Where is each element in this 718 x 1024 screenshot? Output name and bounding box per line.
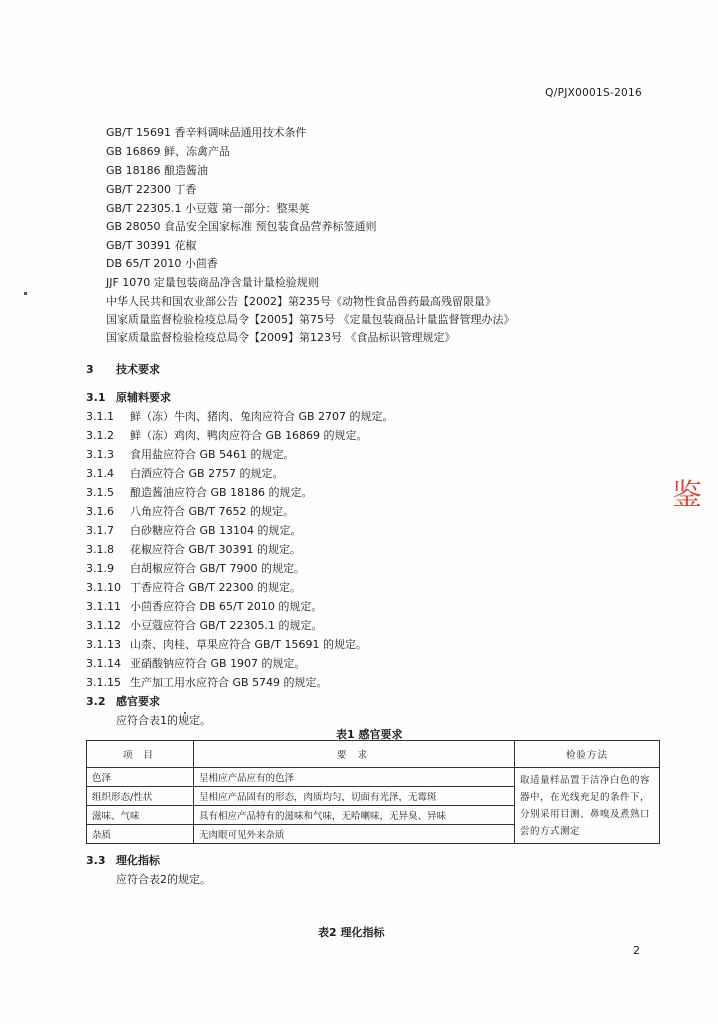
raw-material-requirement [86,484,313,500]
clause-text: 生产加工用水应符合 GB 5749 的规定。 [130,676,328,689]
header-test-method: 检验方法 [515,741,660,768]
section-3-3-heading [86,852,160,868]
clause-number: 3.1.11 [86,600,121,613]
section-number: 3.1 [86,391,106,404]
reference-standard: GB 18186 酿造酱油 [106,164,209,177]
cell-requirement: 具有相应产品特有的滋味和气味，无哈喇味，无异臭、异味 [194,806,515,825]
clause-number: 3.1.12 [86,619,121,632]
section-3-1-heading [86,389,171,405]
clause-text: 酿造酱油应符合 GB 18186 的规定。 [130,486,313,499]
cell-requirement: 无肉眼可见外来杂质 [194,825,515,844]
reference-standard: 国家质量监督检验检疫总局令【2005】第75号 《定量包装商品计量监督管理办法》 [106,313,515,326]
table-header-row [87,741,660,768]
raw-material-requirement [86,617,322,633]
header-item: 项 目 [87,741,194,768]
raw-material-requirement [86,522,302,538]
raw-material-requirement [86,408,394,424]
reference-standard: GB 28050 食品安全国家标准 预包装食品营养标签通则 [106,220,377,233]
clause-text: 白胡椒应符合 GB/T 7900 的规定。 [130,562,305,575]
clause-text: 花椒应符合 GB/T 30391 的规定。 [130,543,301,556]
clause-text: 丁香应符合 GB/T 22300 的规定。 [130,581,301,594]
raw-material-requirement [86,579,301,595]
raw-material-requirement [86,636,367,652]
clause-number: 3.1.3 [86,448,114,461]
clause-number: 3.1.7 [86,524,114,537]
section-3-heading [86,361,160,377]
section-number: 3.2 [86,695,106,708]
reference-standard: JJF 1070 定量包装商品净含量计量检验规则 [106,276,319,289]
raw-material-requirement [86,541,301,557]
cell-requirement: 呈相应产品应有的色泽 [194,768,515,787]
raw-material-requirement [86,503,294,519]
section-number: 3.3 [86,854,106,867]
clause-number: 3.1.5 [86,486,114,499]
red-seal-stamp [672,478,718,556]
clause-text: 白酒应符合 GB 2757 的规定。 [130,467,284,480]
raw-material-requirement [86,465,284,481]
reference-standard: GB/T 30391 花椒 [106,239,197,252]
raw-material-requirement [86,674,328,690]
clause-number: 3.1.15 [86,676,121,689]
raw-material-requirement [86,427,368,443]
clause-number: 3.1.1 [86,410,114,423]
clause-number: 3.1.8 [86,543,114,556]
cell-item: 组织形态/性状 [87,787,194,806]
table-row [87,768,660,787]
clause-text: 山柰、肉桂、草果应符合 GB/T 15691 的规定。 [130,638,367,651]
section-3-2-heading [86,693,160,709]
clause-text: 小豆蔻应符合 GB/T 22305.1 的规定。 [130,619,323,632]
cell-requirement: 呈相应产品固有的形态，肉质均匀，切面有光泽，无霉斑 [194,787,515,806]
clause-text: 鲜（冻）鸡肉、鸭肉应符合 GB 16869 的规定。 [130,429,368,442]
clause-number: 3.1.13 [86,638,121,651]
clause-number: 3.1.10 [86,581,121,594]
cell-item: 色泽 [87,768,194,787]
section-title: 技术要求 [116,363,160,376]
clause-text: 亚硝酸钠应符合 GB 1907 的规定。 [130,657,306,670]
section-title: 感官要求 [116,695,160,708]
clause-text: 八角应符合 GB/T 7652 的规定。 [130,505,294,518]
clause-number: 3.1.9 [86,562,114,575]
section-number: 3 [86,363,94,376]
reference-standard: GB/T 15691 香辛料调味品通用技术条件 [106,126,307,139]
section-3-3-text: 应符合表2的规定。 [116,873,211,886]
raw-material-requirement [86,655,306,671]
scan-speck [24,292,27,295]
reference-standard: 国家质量监督检验检疫总局令【2009】第123号 《食品标识管理规定》 [106,331,456,344]
cell-item: 杂质 [87,825,194,844]
reference-standard: 中华人民共和国农业部公告【2002】第235号《动物性食品兽药最高残留限量》 [106,295,496,308]
clause-text: 食用盐应符合 GB 5461 的规定。 [130,448,295,461]
table-1-caption: 表1 感官要求 [336,728,403,741]
cell-item: 滋味、气味 [87,806,194,825]
raw-material-requirement [86,446,295,462]
section-title: 原辅料要求 [116,391,171,404]
header-requirement: 要 求 [194,741,515,768]
section-title: 理化指标 [116,854,160,867]
clause-number: 3.1.4 [86,467,114,480]
clause-number: 3.1.2 [86,429,114,442]
stamp-text: 鉴 [672,478,702,513]
reference-standard: GB 16869 鲜、冻禽产品 [106,145,231,158]
raw-material-requirement [86,598,322,614]
reference-standard: DB 65/T 2010 小茴香 [106,257,218,270]
section-3-2-text: 应符合表1的规定。 [116,714,211,727]
document-code: Q/PJX0001S-2016 [545,87,642,99]
scan-speck [184,712,186,714]
reference-standard: GB/T 22305.1 小豆蔻 第一部分：整果荚 [106,202,310,215]
cell-test-method: 取适量样品置于洁净白色的容器中，在光线充足的条件下，分别采用目测、鼻嗅及煮熟口尝的方式测定 [515,768,660,844]
table-2-caption: 表2 理化指标 [318,926,385,939]
clause-text: 鲜（冻）牛肉、猪肉、兔肉应符合 GB 2707 的规定。 [130,410,394,423]
clause-number: 3.1.14 [86,657,121,670]
page-number: 2 [633,944,640,957]
reference-standard: GB/T 22300 丁香 [106,183,197,196]
clause-number: 3.1.6 [86,505,114,518]
raw-material-requirement [86,560,305,576]
clause-text: 小茴香应符合 DB 65/T 2010 的规定。 [130,600,323,613]
clause-text: 白砂糖应符合 GB 13104 的规定。 [130,524,302,537]
sensory-requirements-table [86,740,660,844]
